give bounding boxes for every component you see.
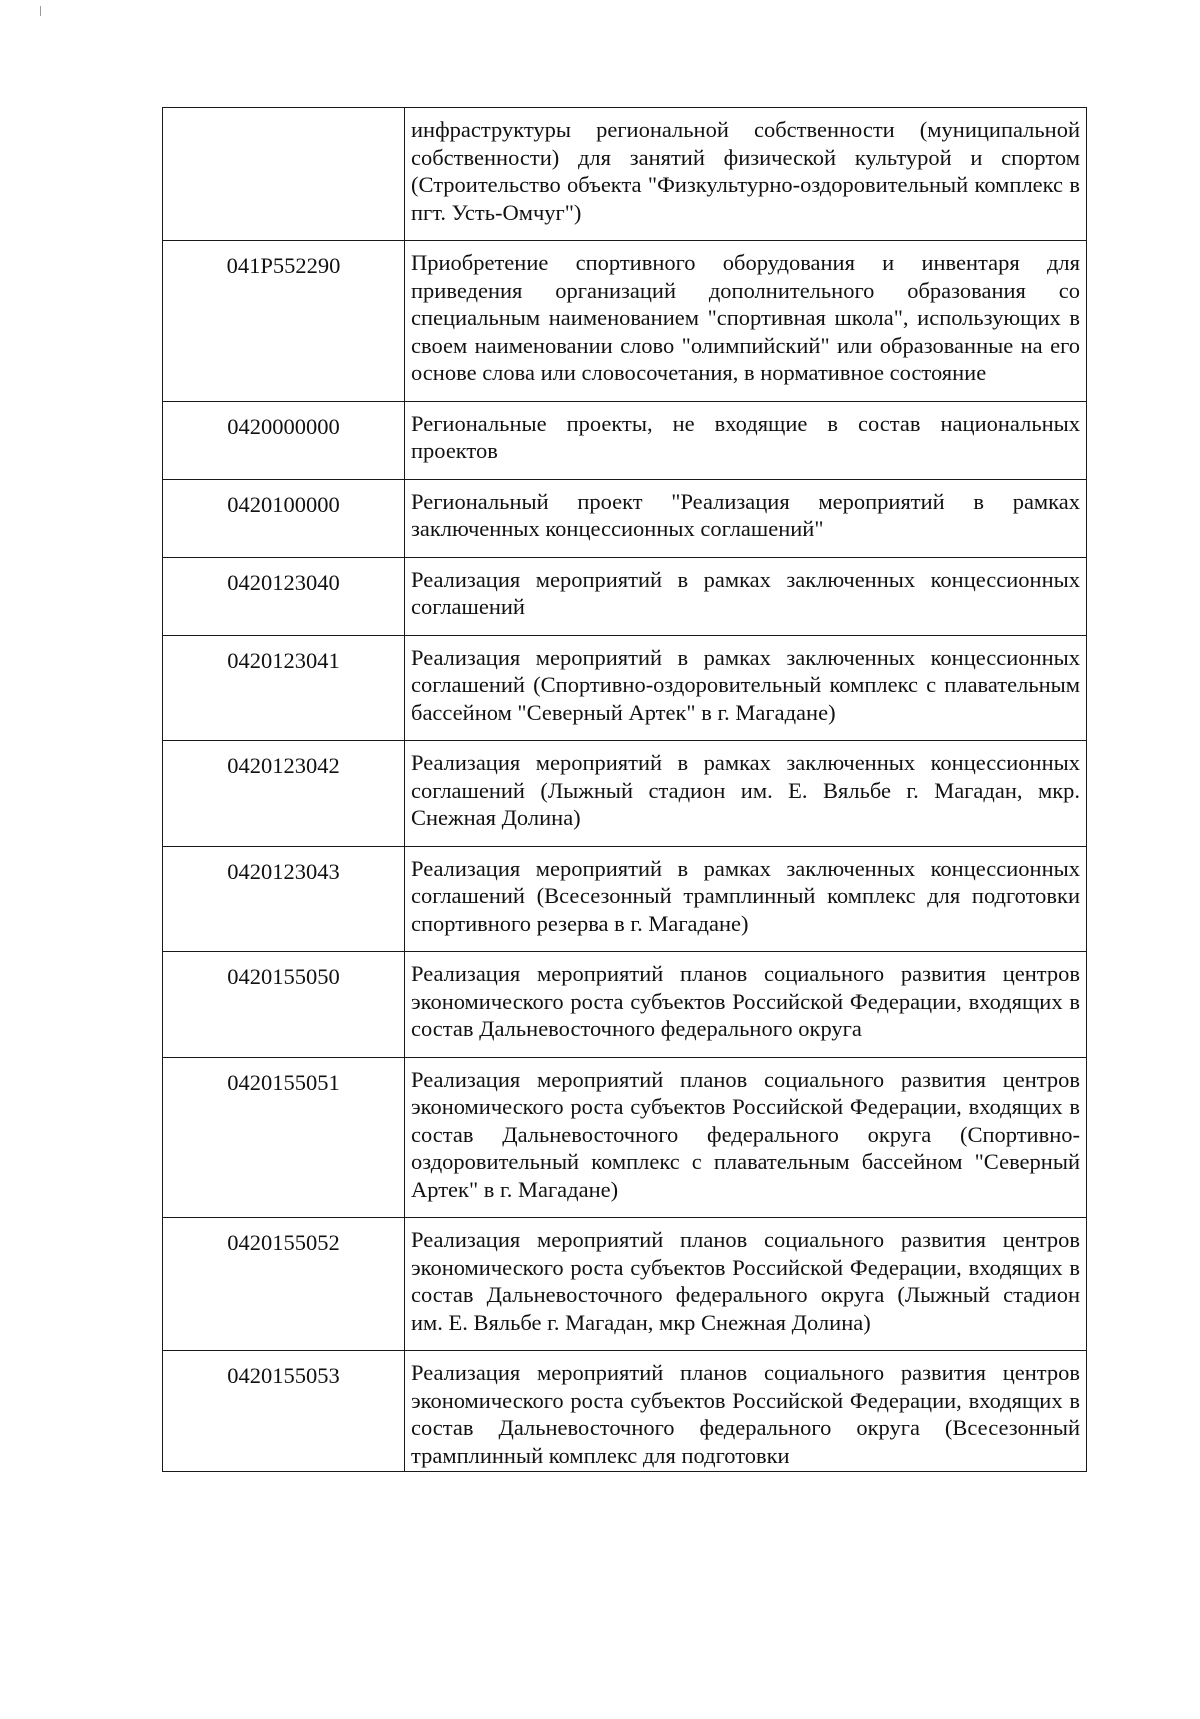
table-row <box>163 1351 1087 1472</box>
table-row <box>163 479 1087 557</box>
description-cell: Реализация мероприятий в рамках заключенных концессионных соглашений <box>405 557 1087 635</box>
code-cell: 0420000000 <box>163 401 405 479</box>
description-cell: Региональные проекты, не входящие в состав национальных проектов <box>405 401 1087 479</box>
table-row <box>163 108 1087 241</box>
code-cell: 0420123040 <box>163 557 405 635</box>
description-cell: Региональный проект "Реализация мероприятий в рамках заключенных концессионных соглашений" <box>405 479 1087 557</box>
description-cell: Реализация мероприятий планов социального развития центров экономического роста субъектов Российской Федерации, входящих в состав Дальневосточного федерального округа (Лыжный стадион им. Е. Вяльбе г. Магадан, мкр Снежная Долина) <box>405 1218 1087 1351</box>
code-cell: 041P552290 <box>163 241 405 402</box>
code-cell: 0420123042 <box>163 741 405 847</box>
table-row <box>163 635 1087 741</box>
table-row <box>163 401 1087 479</box>
description-cell: Реализация мероприятий в рамках заключенных концессионных соглашений (Всесезонный трамплинный комплекс для подготовки спортивного резерва в г. Магадане) <box>405 846 1087 952</box>
description-cell: Приобретение спортивного оборудования и инвентаря для приведения организаций дополнительного образования со специальным наименованием "спортивная школа", использующих в своем наименовании слово "олимпийский" или образованные на его основе слова или словосочетания, в нормативное состояние <box>405 241 1087 402</box>
code-cell: 0420123041 <box>163 635 405 741</box>
table-row <box>163 1057 1087 1218</box>
description-cell: Реализация мероприятий планов социального развития центров экономического роста субъектов Российской Федерации, входящих в состав Дальневосточного федерального округа (Спортивно-оздоровительный комплекс с плавательным бассейном "Северный Артек" в г. Магадане) <box>405 1057 1087 1218</box>
table-row <box>163 557 1087 635</box>
code-cell: 0420123043 <box>163 846 405 952</box>
code-cell: 0420155053 <box>163 1351 405 1472</box>
description-cell: Реализация мероприятий планов социального развития центров экономического роста субъектов Российской Федерации, входящих в состав Дальневосточного федерального округа <box>405 952 1087 1058</box>
budget-codes-table <box>162 107 1087 1472</box>
code-cell: 0420155050 <box>163 952 405 1058</box>
description-cell: Реализация мероприятий в рамках заключенных концессионных соглашений (Спортивно-оздоровительный комплекс с плавательным бассейном "Северный Артек" в г. Магадане) <box>405 635 1087 741</box>
code-cell: 0420155052 <box>163 1218 405 1351</box>
code-cell <box>163 108 405 241</box>
code-cell: 0420100000 <box>163 479 405 557</box>
table-row <box>163 1218 1087 1351</box>
table-row <box>163 741 1087 847</box>
table-row <box>163 241 1087 402</box>
scan-edge-mark <box>40 6 41 16</box>
description-cell: Реализация мероприятий планов социального развития центров экономического роста субъектов Российской Федерации, входящих в состав Дальневосточного федерального округа (Всесезонный трамплинный комплекс для подготовки <box>405 1351 1087 1472</box>
description-cell: Реализация мероприятий в рамках заключенных концессионных соглашений (Лыжный стадион им. Е. Вяльбе г. Магадан, мкр. Снежная Долина) <box>405 741 1087 847</box>
code-cell: 0420155051 <box>163 1057 405 1218</box>
table-row <box>163 846 1087 952</box>
table-row <box>163 952 1087 1058</box>
description-cell: инфраструктуры региональной собственности (муниципальной собственности) для занятий физической культурой и спортом (Строительство объекта "Физкультурно-оздоровительный комплекс в пгт. Усть-Омчуг") <box>405 108 1087 241</box>
